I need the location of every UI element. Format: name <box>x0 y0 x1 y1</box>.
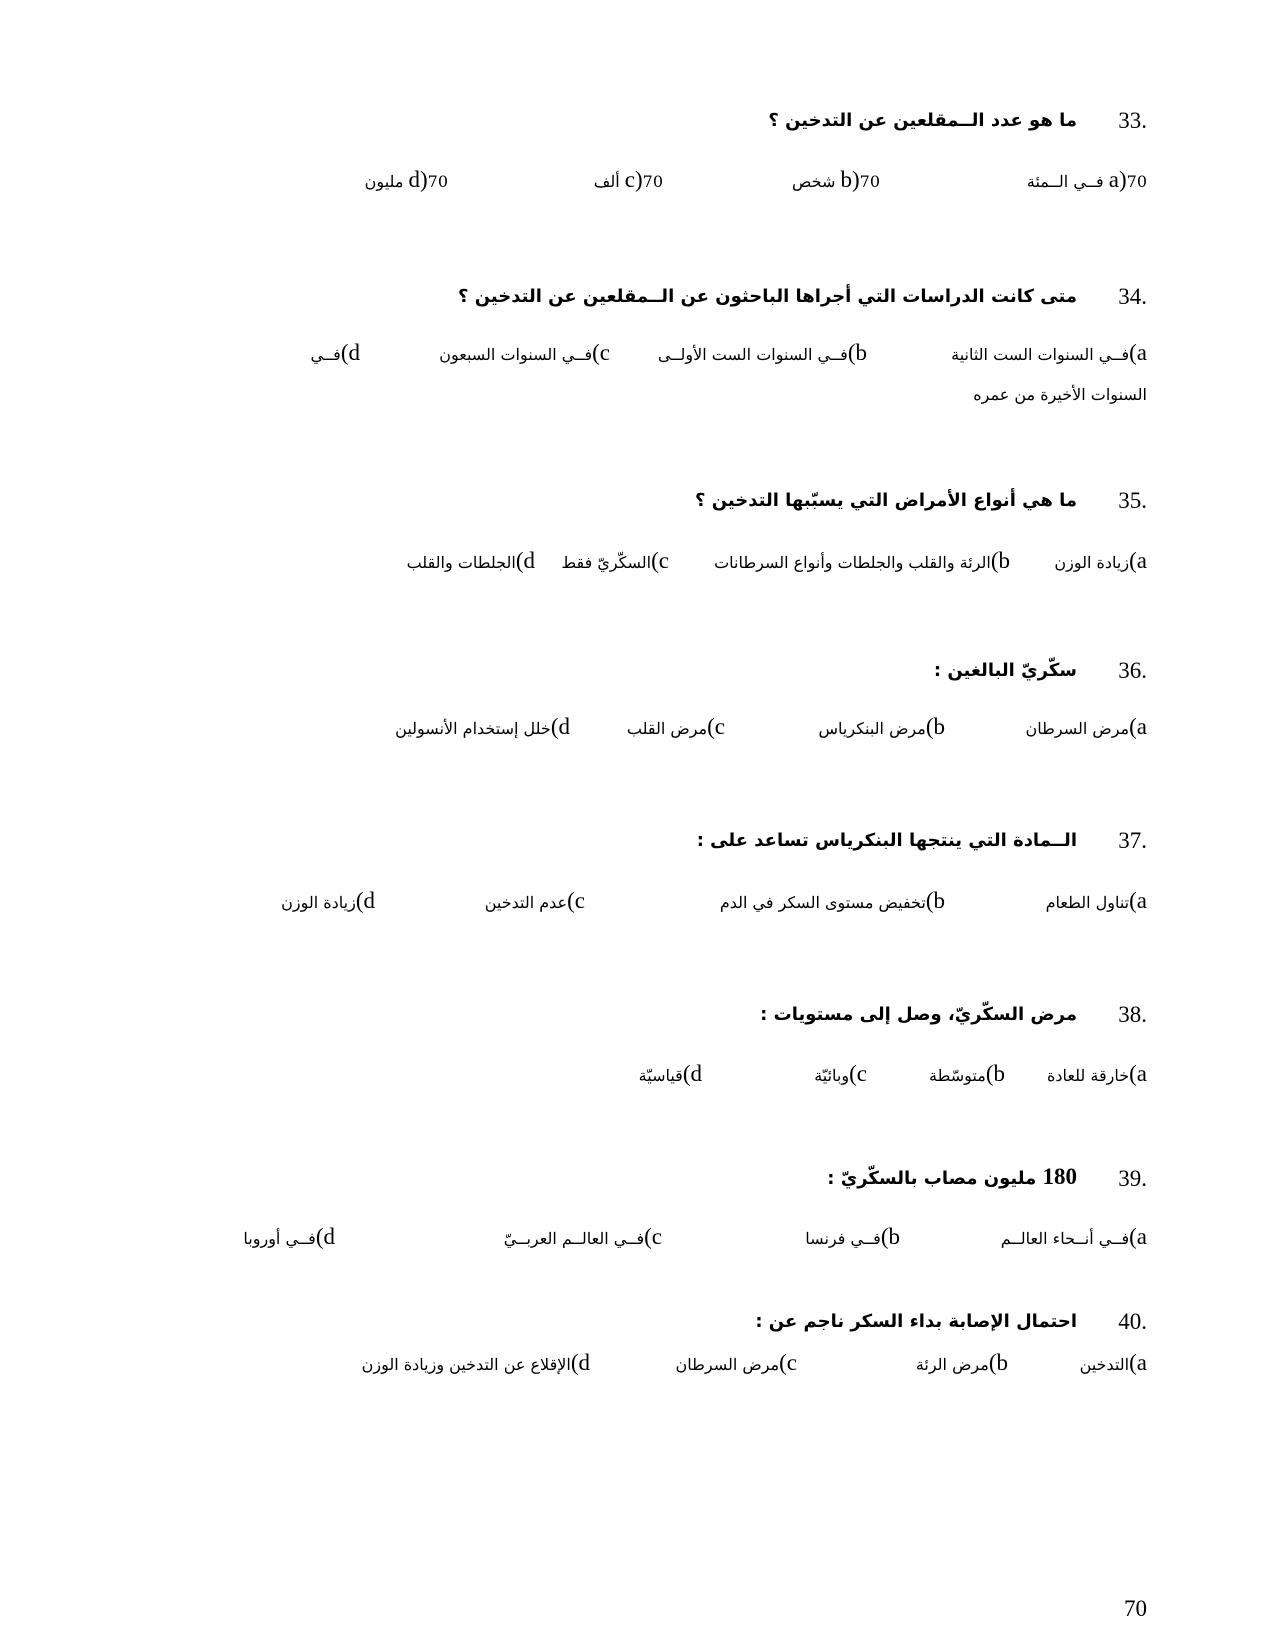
option-letter: c) <box>651 548 669 573</box>
question-text-body: مليون مصاب بالسكّريّ : <box>827 1168 1037 1189</box>
option-a <box>1026 714 1148 740</box>
option-letter: a) <box>1129 1224 1147 1249</box>
question-text: سكّريّ البالغين : <box>933 660 1077 681</box>
option-text: مرض الرئة <box>915 1355 989 1374</box>
option-letter: c) <box>779 1350 797 1375</box>
option-b <box>720 888 945 914</box>
option-c <box>627 714 725 740</box>
option-text: فــي السنوات السبعون <box>439 345 593 364</box>
option-c <box>676 1350 798 1376</box>
option-letter: b) <box>847 340 867 365</box>
option-letter: d) <box>315 1224 335 1249</box>
option-letter: a) <box>1129 1061 1147 1086</box>
option-letter: d) <box>550 714 570 739</box>
option-text: فــي أنــحاء العالــم <box>1000 1229 1130 1248</box>
question-text: الــمادة التي ينتجها البنكرياس تساعد على : <box>696 830 1077 851</box>
option-text: فــي السنوات الست الأولــى <box>657 345 848 364</box>
question-number: 35. <box>1118 488 1147 513</box>
option-text: مرض القلب <box>626 719 708 738</box>
option-letter: a) <box>1129 1350 1147 1375</box>
option-a <box>1001 1224 1147 1250</box>
option-c <box>439 340 610 366</box>
question-text: متى كانت الدراسات التي أجراها الباحثون عن الــمقلعين عن التدخين ؟ <box>458 286 1077 307</box>
option-text: متوسّطة <box>929 1066 986 1085</box>
option-letter: d) <box>515 548 535 573</box>
option-text: مرض السرطان <box>675 1355 780 1374</box>
option-continuation: السنوات الأخيرة من عمره <box>973 385 1147 404</box>
option-c <box>814 1061 867 1087</box>
page-number: 70 <box>1124 1596 1147 1621</box>
option-text: زيادة الوزن <box>1054 553 1130 572</box>
option-c <box>504 1224 662 1250</box>
option-text: فــي <box>310 345 341 364</box>
question-number: 38. <box>1118 1002 1147 1027</box>
option-b <box>792 167 880 193</box>
option-d <box>639 1061 702 1087</box>
option-letter: c) <box>567 888 585 913</box>
option-letter: c) <box>592 340 610 365</box>
option-text: التدخين <box>1079 1355 1130 1374</box>
option-b <box>805 1224 900 1250</box>
question-number: 39. <box>1118 1166 1147 1191</box>
option-d <box>362 1350 590 1376</box>
option-letter: c) <box>849 1061 867 1086</box>
option-letter: a) <box>1129 340 1147 365</box>
option-letter: b) <box>840 167 860 192</box>
option-letter: a) <box>1129 548 1147 573</box>
option-b <box>714 548 1010 574</box>
option-text: فــي السنوات الست الثانية <box>951 345 1130 364</box>
option-b <box>929 1061 1005 1087</box>
question-number: 34. <box>1118 284 1147 309</box>
option-a <box>1054 548 1147 574</box>
option-text: قياسيّة <box>638 1066 683 1085</box>
option-d <box>395 714 570 740</box>
option-c <box>594 167 663 193</box>
option-text: 70 مليون <box>364 172 448 191</box>
option-c <box>485 888 585 914</box>
option-text: فــي فرنسا <box>805 1229 881 1248</box>
option-letter: a) <box>1108 167 1127 192</box>
option-text: 70 ألف <box>593 172 663 191</box>
option-b <box>819 714 946 740</box>
option-text: مرض البنكرياس <box>818 719 926 738</box>
question-text: ما هو عدد الــمقلعين عن التدخين ؟ <box>768 110 1077 131</box>
option-c <box>561 548 669 574</box>
option-d <box>281 888 375 914</box>
question-text: احتمال الإصابة بداء السكر ناجم عن : <box>755 1311 1077 1332</box>
option-text: تخفيض مستوى السكر في الدم <box>719 893 926 912</box>
option-b <box>916 1350 1008 1376</box>
option-letter: d) <box>570 1350 590 1375</box>
option-letter: b) <box>990 548 1010 573</box>
option-d <box>365 167 448 193</box>
question-number: 33. <box>1118 108 1147 133</box>
option-letter: a) <box>1129 714 1147 739</box>
option-a <box>951 340 1147 366</box>
question-number-inline: 180 <box>1042 1164 1077 1189</box>
option-letter: b) <box>988 1350 1008 1375</box>
question-text: ما هي أنواع الأمراض التي يسبّبها التدخين ؟ <box>695 490 1077 511</box>
option-letter: c) <box>644 1224 662 1249</box>
option-letter: c) <box>707 714 725 739</box>
option-letter: c) <box>624 167 643 192</box>
option-text: زيادة الوزن <box>281 893 356 912</box>
question-text: مرض السكّريّ، وصل إلى مستويات : <box>760 1004 1077 1025</box>
option-d <box>407 548 535 574</box>
option-letter: d) <box>355 888 375 913</box>
option-text: السكّريّ فقط <box>561 553 652 572</box>
option-d <box>310 340 360 366</box>
question-text <box>827 1164 1077 1190</box>
option-text: فــي أوروبا <box>243 1229 316 1248</box>
option-text: خلل إستخدام الأنسولين <box>395 719 551 738</box>
question-number: 36. <box>1118 658 1147 683</box>
option-text: وبائيّة <box>814 1066 850 1085</box>
option-a <box>1047 1061 1147 1087</box>
option-letter: d) <box>408 167 428 192</box>
option-a <box>1027 167 1147 193</box>
option-text: عدم التدخين <box>484 893 568 912</box>
option-letter: d) <box>682 1061 702 1086</box>
option-text: فــي العالــم العربــيّ <box>503 1229 645 1248</box>
option-letter: b) <box>985 1061 1005 1086</box>
option-letter: d) <box>340 340 360 365</box>
option-text: خارقة للعادة <box>1047 1066 1130 1085</box>
option-letter: b) <box>880 1224 900 1249</box>
option-a <box>1046 888 1147 914</box>
question-number: 37. <box>1118 828 1147 853</box>
option-text: 70 شخص <box>792 172 880 191</box>
option-text: مرض السرطان <box>1025 719 1130 738</box>
option-b <box>658 340 867 366</box>
option-text: الإقلاع عن التدخين وزيادة الوزن <box>361 1355 571 1374</box>
option-letter: b) <box>925 714 945 739</box>
question-number: 40. <box>1118 1309 1147 1334</box>
option-text: 70 فــي الــمئة <box>1026 172 1147 191</box>
option-d <box>243 1224 335 1250</box>
option-letter: a) <box>1129 888 1147 913</box>
option-letter: b) <box>925 888 945 913</box>
option-text: الجلطات والقلب <box>406 553 516 572</box>
option-text: تناول الطعام <box>1045 893 1130 912</box>
option-text: الرئة والقلب والجلطات وأنواع السرطانات <box>714 553 991 572</box>
option-a <box>1080 1350 1147 1376</box>
